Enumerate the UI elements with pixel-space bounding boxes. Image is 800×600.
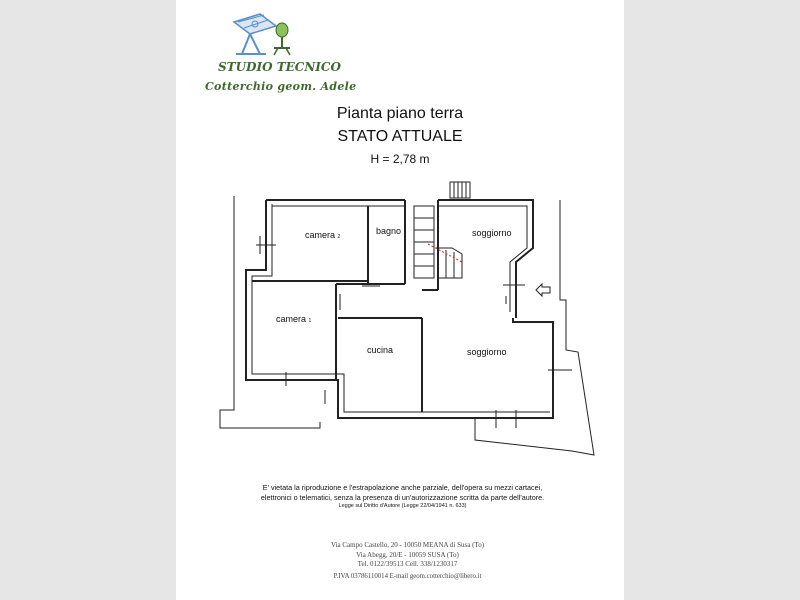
address-line-2: Via Abegg, 20/E - 10059 SUSA (To)	[356, 551, 459, 559]
copyright-notice	[230, 483, 575, 502]
studio-owner: Cotterchio geom. Adele	[205, 80, 357, 93]
studio-name: STUDIO TECNICO	[218, 60, 341, 74]
plan-title: Pianta piano terra	[336, 105, 464, 122]
address-line-3: Tel. 0122/39513 Cell. 338/1230317	[357, 560, 458, 568]
room-name: camera	[276, 314, 307, 324]
plan-subtitle: STATO ATTUALE	[337, 128, 463, 145]
room-label-soggiorno-top: soggiorno	[472, 228, 512, 238]
room-label-camera-2	[305, 230, 340, 240]
notice-line-2: elettronici o telematici, senza la presenza di un'autorizzazione scritta da parte dell'autore.	[260, 492, 545, 502]
room-label-camera-1	[276, 314, 311, 324]
room-label-soggiorno-bottom: soggiorno	[467, 347, 507, 357]
notice-line-1: E' vietata la riproduzione e l'estrapolazione anche parziale, dell'opera su mezzi cartacei,	[262, 483, 543, 492]
address-line-1: Via Campo Castello, 20 - 10050 MEANA di Susa (To)	[330, 541, 485, 549]
copyright-law: Legge sul Diritto d'Autore (Legge 22/04/1941 n. 633)	[338, 503, 467, 509]
room-number: 2	[337, 234, 341, 240]
ceiling-height: H = 2,78 m	[370, 152, 430, 166]
room-name: camera	[305, 230, 336, 240]
entrance-arrow-icon	[536, 284, 550, 296]
room-label-cucina: cucina	[367, 345, 394, 355]
room-number: 1	[308, 318, 312, 324]
vat-email: P.IVA 03786110014 E-mail geom.cotterchio@libero.it	[333, 573, 482, 580]
room-label-bagno: bagno	[376, 226, 402, 236]
